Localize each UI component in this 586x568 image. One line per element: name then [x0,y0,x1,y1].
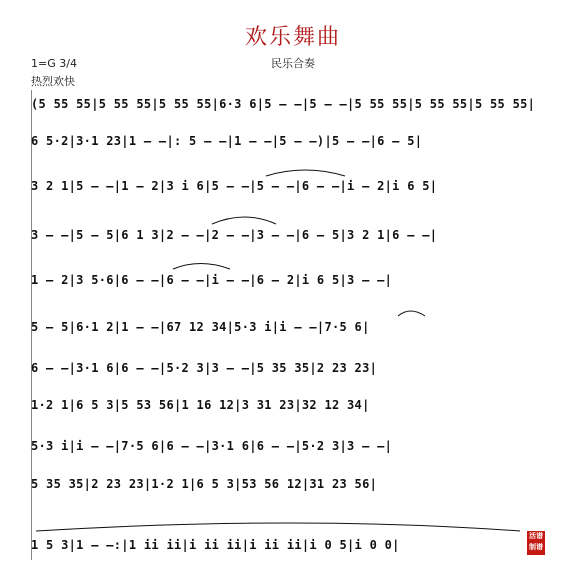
tempo-marking: 热烈欢快 [31,75,75,88]
staff-line-4: 3 — —|5 — 5|6 1 3|2 — —|2 — —|3 — —|6 — 5|3 2 1|6 — —| [31,228,438,242]
staff-line-11: 1 5 3|1 — —:|1 ii ii|i ii ii|i ii ii|i 0 5|i 0 0| [31,538,400,552]
slur-line-4 [212,217,276,224]
staff-line-1: (5 55 55|5 55 55|5 55 55|6·3 6|5 — —|5 — —|5 55 55|5 55 55|5 55 55| [31,97,536,111]
staff-line-10: 5 35 35|2 23 23|1·2 1|6 5 3|53 56 12|31 23 56| [31,477,378,491]
staff-line-5: 1 — 2|3 5·6|6 — —|6 — —|i — —|6 — 2|i 6 5|3 — —| [31,273,393,287]
staff-line-8: 1·2 1|6 5 3|5 53 56|1 16 12|3 31 23|32 12 34| [31,398,370,412]
stamp-char-1: 活 [529,532,536,540]
publisher-stamp [527,531,545,555]
slur-line-11 [36,523,520,531]
stamp-char-4: 谱 [536,543,543,551]
staff-line-6: 5 — 5|6·1 2|1 — —|67 12 34|5·3 i|i — —|7·5 6| [31,320,370,334]
staff-line-7: 6 — —|3·1 6|6 — —|5·2 3|3 — —|5 35 35|2 23 23| [31,361,378,375]
slur-line-6 [398,311,425,316]
slur-line-5 [173,264,230,270]
slur-line-3 [266,170,345,176]
staff-line-2: 6 5·2|3·1 23|1 — —|: 5 — —|1 — —|5 — —)|5 — —|6 — 5| [31,134,423,148]
staff-line-3: 3 2 1|5 — —|1 — 2|3 i 6|5 — —|5 — —|6 — —|i — 2|i 6 5| [31,179,438,193]
stamp-char-3: 制 [529,543,536,551]
stamp-char-2: 谱 [536,532,543,540]
staff-line-9: 5·3 i|i — —|7·5 6|6 — —|3·1 6|6 — —|5·2 3|3 — —| [31,439,393,453]
ensemble-subtitle: 民乐合奏 [271,57,315,70]
song-title: 欢乐舞曲 [244,25,341,50]
key-signature: 1=G 3/4 [31,57,77,70]
